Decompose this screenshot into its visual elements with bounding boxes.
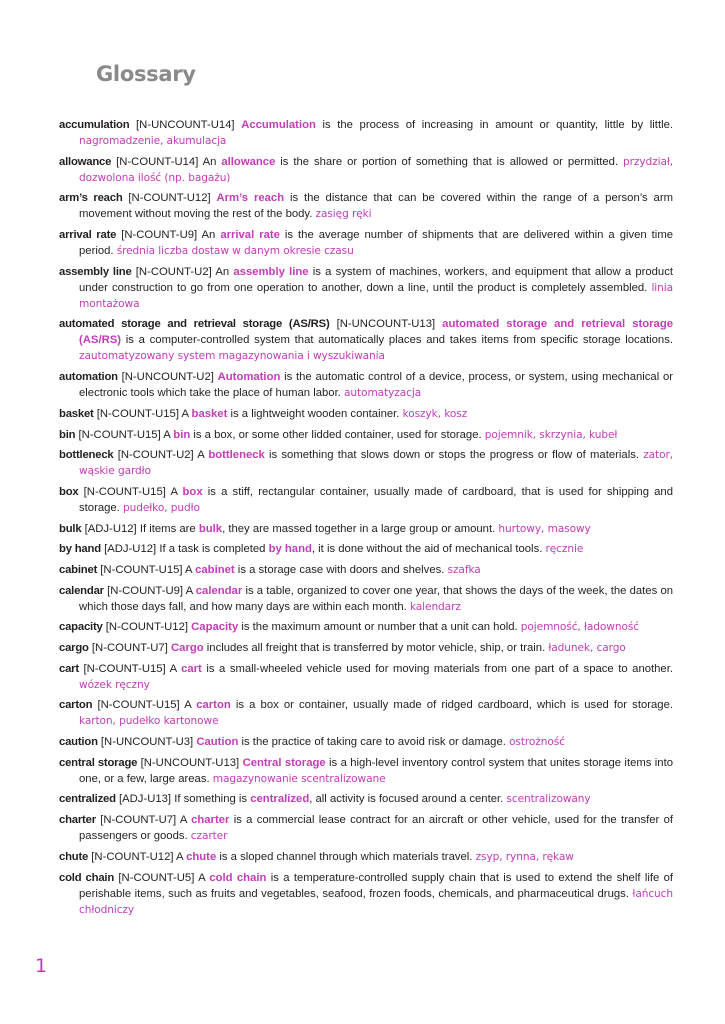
page-title: Glossary [96,62,196,86]
glossary-term: automation [59,371,118,384]
polish-translation: linia montażowa [79,281,673,310]
glossary-term: automated storage and retrieval storage (AS/RS) [59,318,330,331]
highlighted-term: allowance [221,155,276,168]
part-of-speech-tag: [ADJ-U13] [118,793,172,806]
definition-text: is something that slows down or stops the progress or flow of materials. [264,449,639,462]
glossary-entry [59,117,673,149]
definition-lead-in: A [185,584,196,597]
glossary-entry [59,521,673,537]
part-of-speech-tag: [N-COUNT-U12] [128,192,211,205]
highlighted-term: assembly line [233,265,309,278]
part-of-speech-tag: [N-COUNT-U2] [135,265,212,278]
polish-translation: średnia liczba dostaw w danym okresie czasu [116,245,354,258]
glossary-entry [59,562,673,578]
polish-translation: przydział, dozwolona ilość (np. bagażu) [79,155,674,184]
glossary-term: calendar [59,584,104,597]
highlighted-term: cart [181,662,202,675]
definition-text: is a box, or some other lidded container, used for storage. [190,428,482,441]
polish-translation: szafka [447,563,481,576]
definition-text: is a box or container, usually made of ridged cardboard, which is used for storage. [230,699,673,712]
highlighted-term: cabinet [195,563,235,576]
polish-translation: zator, wąskie gardło [79,449,674,478]
part-of-speech-tag: [N-UNCOUNT-U13] [140,756,240,769]
glossary-term: allowance [59,155,112,168]
definition-text: , they are massed together in a large group or amount. [222,522,496,535]
highlighted-term: Arm’s reach [216,192,285,205]
glossary-entry [59,484,673,516]
glossary-term: bin [59,428,76,441]
highlighted-term: Cargo [171,642,204,654]
part-of-speech-tag: [N-COUNT-U15] [83,485,166,498]
definition-text: is a storage case with doors and shelves. [234,563,445,576]
definition-text: is a stiff, rectangular container, usually made of cardboard, that is used for shipping and storage. [79,485,673,514]
polish-translation: pojemność, ładowność [520,621,639,634]
definition-text: is the process of increasing in amount or quantity, little by little. [315,119,674,131]
part-of-speech-tag: [N-UNCOUNT-U2] [121,371,214,384]
definition-lead-in: An [202,155,222,168]
definition-text: is the practice of taking care to avoid risk or damage. [238,736,506,749]
definition-text: , it is done without the aid of mechanical tools. [311,543,543,556]
part-of-speech-tag: [N-COUNT-U14] [116,155,199,168]
polish-translation: hurtowy, masowy [498,522,591,535]
definition-text: , all activity is focused around a center. [309,793,504,806]
highlighted-term: basket [191,407,228,420]
definition-text: is a high-level inventory control system that unites storage items into one, or a few, large areas. [79,756,674,785]
highlighted-term: chute [186,850,217,863]
glossary-entry [59,190,673,222]
definition-text: is a sloped channel through which materials travel. [216,850,473,863]
glossary-entry [59,406,673,422]
glossary-term: capacity [59,621,103,634]
glossary-term: by hand [59,543,101,556]
highlighted-term: Caution [196,736,239,749]
definition-lead-in: A [198,871,210,884]
definition-lead-in: An [215,265,234,278]
highlighted-term: carton [196,699,231,712]
glossary-term: accumulation [59,119,130,131]
glossary-term: cabinet [59,563,98,576]
polish-translation: zautomatyzowany system magazynowania i wyszukiwania [79,350,385,363]
definition-lead-in: A [181,407,192,420]
polish-translation: ładunek, cargo [548,642,626,654]
highlighted-term: Accumulation [241,119,316,131]
definition-lead-in: An [201,229,221,242]
glossary-term: arrival rate [59,229,117,242]
part-of-speech-tag: [N-COUNT-U9] [107,584,184,597]
part-of-speech-tag: [N-COUNT-U7] [91,642,168,654]
page-number: 1 [35,955,48,977]
part-of-speech-tag: [N-COUNT-U15] [96,407,179,420]
definition-text: is the maximum amount or number that a unit can hold. [238,621,518,634]
definition-text: is a temperature-controlled supply chain that is used to extend the shelf life of perishable items, such as fruits and vegetables, seafood, frozen foods, chemicals, and pharmaceutical drugs. [79,871,674,900]
definition-lead-in: If something is [174,793,251,806]
glossary-term: box [59,485,79,498]
polish-translation: karton, pudełko kartonowe [79,715,219,728]
polish-translation: czarter [190,830,228,843]
polish-translation: nagromadzenie, akumulacja [79,135,227,147]
polish-translation: koszyk, kosz [402,407,468,420]
glossary-term: cold chain [59,871,115,884]
part-of-speech-tag: [N-COUNT-U15] [78,428,161,441]
polish-translation: magazynowanie scentralizowane [212,772,386,785]
definition-text: is a table, organized to cover one year, that shows the days of the week, the dates on which those days fall, and how many days are within each month. [79,584,674,613]
highlighted-term: automated storage and retrieval storage (AS/RS) [79,318,674,347]
definition-text: is the distance that can be covered within the range of a person’s arm movement without moving the rest of the body. [79,192,673,221]
glossary-entry [59,849,673,865]
definition-lead-in: If a task is completed [159,543,269,556]
definition-text: is the share or portion of something that is allowed or permitted. [275,155,619,168]
glossary-term: assembly line [59,265,132,278]
glossary-entry-list [59,117,673,922]
glossary-entry [59,316,673,364]
part-of-speech-tag: [N-UNCOUNT-U13] [336,318,436,331]
polish-translation: ręcznie [545,543,584,556]
part-of-speech-tag: [N-UNCOUNT-U14] [136,119,235,131]
definition-text: is a lightweight wooden container. [227,407,400,420]
definition-lead-in: A [169,662,182,675]
glossary-term: bottleneck [59,449,114,462]
highlighted-term: bottleneck [208,449,265,462]
part-of-speech-tag: [N-COUNT-U7] [100,814,177,827]
glossary-term: carton [59,699,93,712]
polish-translation: ostrożność [509,736,565,749]
part-of-speech-tag: [N-COUNT-U2] [117,449,194,462]
glossary-entry [59,870,673,918]
glossary-entry [59,264,673,312]
glossary-entry [59,755,673,787]
glossary-entry [59,447,673,479]
part-of-speech-tag: [N-COUNT-U9] [121,229,198,242]
polish-translation: kalendarz [409,600,461,613]
highlighted-term: calendar [195,584,243,597]
glossary-entry [59,227,673,259]
glossary-entry [59,697,673,729]
polish-translation: łańcuch chłodniczy [79,887,674,916]
glossary-entry [59,154,673,186]
definition-lead-in: A [185,563,196,576]
polish-translation: zsyp, rynna, rękaw [475,850,574,863]
glossary-term: central storage [59,756,138,769]
part-of-speech-tag: [N-COUNT-U15] [83,662,166,675]
definition-text: is the automatic control of a device, process, or system, using mechanical or electronic tools which take the place of human labor. [79,371,673,400]
definition-lead-in: A [176,850,187,863]
definition-text: is a commercial lease contract for an aircraft or other vehicle, used for the transfer of passengers or goods. [79,814,674,843]
highlighted-term: cold chain [209,871,267,884]
glossary-entry [59,812,673,844]
definition-text: is a computer-controlled system that automatically places and takes items from specific storage locations. [121,334,673,347]
part-of-speech-tag: [N-COUNT-U12] [105,621,188,634]
polish-translation: pudełko, pudło [122,501,200,514]
definition-lead-in: If items are [139,522,199,535]
glossary-entry [59,640,673,656]
part-of-speech-tag: [N-UNCOUNT-U3] [100,736,194,749]
highlighted-term: Automation [217,371,281,384]
highlighted-term: bulk [198,522,223,535]
highlighted-term: arrival rate [220,229,280,242]
highlighted-term: by hand [268,543,312,556]
definition-text: is a small-wheeled vehicle used for moving materials from one part of a space to another. [201,662,673,675]
definition-lead-in: A [170,485,183,498]
polish-translation: scentralizowany [506,793,591,806]
part-of-speech-tag: [N-COUNT-U15] [97,699,180,712]
part-of-speech-tag: [ADJ-U12] [104,543,157,556]
highlighted-term: Capacity [191,621,239,634]
glossary-term: charter [59,814,96,827]
definition-lead-in: A [179,814,192,827]
definition-text: is a system of machines, workers, and equipment that allow a product under construction to go from one operation to another, down a line, until the product is completely assembled. [79,265,674,294]
glossary-entry [59,541,673,557]
polish-translation: zasięg ręki [315,208,372,221]
glossary-entry [59,734,673,750]
part-of-speech-tag: [N-COUNT-U15] [100,563,183,576]
highlighted-term: bin [173,428,191,441]
definition-lead-in: A [184,699,197,712]
highlighted-term: Central storage [242,756,326,769]
glossary-entry [59,369,673,401]
glossary-term: chute [59,850,89,863]
polish-translation: automatyzacja [344,387,422,400]
part-of-speech-tag: [N-COUNT-U5] [118,871,195,884]
part-of-speech-tag: [ADJ-U12] [84,522,137,535]
polish-translation: pojemnik, skrzynia, kubeł [484,428,618,441]
definition-lead-in: A [163,428,174,441]
glossary-term: centralized [59,793,116,806]
highlighted-term: charter [191,814,230,827]
highlighted-term: box [182,485,203,498]
definition-text: is the average number of shipments that are delivered within a given time period. [79,229,674,258]
glossary-term: caution [59,736,98,749]
glossary-entry [59,661,673,693]
glossary-entry [59,619,673,635]
glossary-term: arm’s reach [59,192,123,205]
definition-text: includes all freight that is transferred by motor vehicle, ship, or train. [203,642,546,654]
glossary-term: cart [59,662,79,675]
glossary-term: bulk [59,522,82,535]
glossary-entry [59,791,673,807]
part-of-speech-tag: [N-COUNT-U12] [91,850,174,863]
polish-translation: wózek ręczny [79,678,150,691]
glossary-term: cargo [59,642,89,654]
glossary-entry [59,583,673,615]
glossary-entry [59,427,673,443]
highlighted-term: centralized [250,793,310,806]
glossary-term: basket [59,407,94,420]
definition-lead-in: A [197,449,209,462]
